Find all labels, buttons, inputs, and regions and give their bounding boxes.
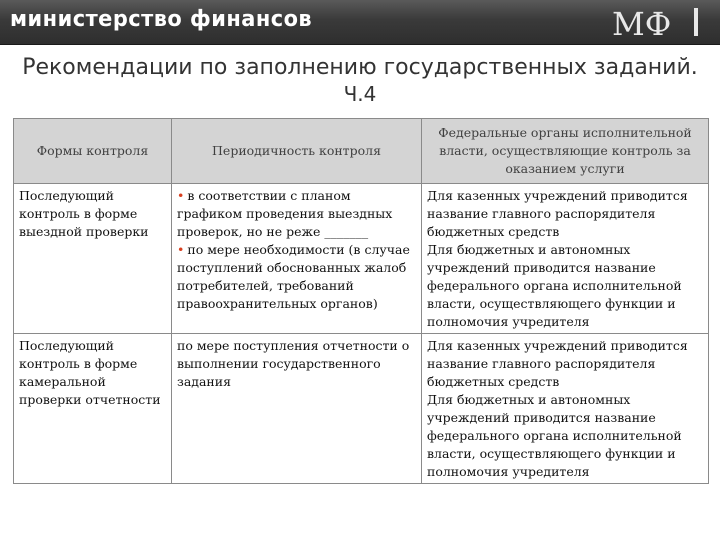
logo-text: МФ [612, 5, 672, 39]
slide-title [0, 55, 720, 107]
cell-authorities [422, 184, 709, 334]
slide-title-line1: Рекомендации по заполнению государственных заданий. [22, 55, 698, 80]
authority-text: Для бюджетных и автономных учреждений приводится название федерального органа исполнительной власти, осуществляющего функции и полномочия учредителя [427, 242, 682, 329]
cell-form: Последующий контроль в форме выездной проверки [14, 184, 172, 334]
control-table [13, 118, 709, 484]
authority-text: Для казенных учреждений приводится название главного распорядителя бюджетных средств [427, 188, 688, 239]
ministry-title: министерство финансов [10, 7, 313, 32]
bullet-icon: • [177, 188, 185, 203]
periodicity-text: по мере поступления отчетности о выполнении государственного задания [177, 338, 410, 389]
list-item: • по мере необходимости (в случае поступлений обоснованных жалоб потребителей, требований правоохранительных органов) [177, 242, 410, 311]
list-item: • в соответствии с планом графиком проведения выездных проверок, но не реже _______ [177, 188, 393, 239]
authority-text: Для казенных учреждений приводится название главного распорядителя бюджетных средств [427, 338, 688, 389]
table-row [14, 334, 709, 484]
bullet-icon: • [177, 242, 185, 257]
table-header-row [14, 119, 709, 184]
header-bar [0, 0, 720, 45]
table-row [14, 184, 709, 334]
slide-title-line2: Ч.4 [343, 82, 377, 106]
header-cell-authorities: Федеральные органы исполнительной власти, осуществляющие контроль за оказанием услуги [422, 119, 709, 184]
header-cell-periodicity: Периодичность контроля [172, 119, 422, 184]
cell-authorities [422, 334, 709, 484]
cell-periodicity [172, 184, 422, 334]
authority-text: Для бюджетных и автономных учреждений приводится название федерального органа исполнительной власти, осуществляющего функции и полномочия учредителя [427, 392, 682, 479]
cell-periodicity [172, 334, 422, 484]
cell-form: Последующий контроль в форме камеральной проверки отчетности [14, 334, 172, 484]
header-cell-forms: Формы контроля [14, 119, 172, 184]
ministry-logo [610, 5, 706, 39]
